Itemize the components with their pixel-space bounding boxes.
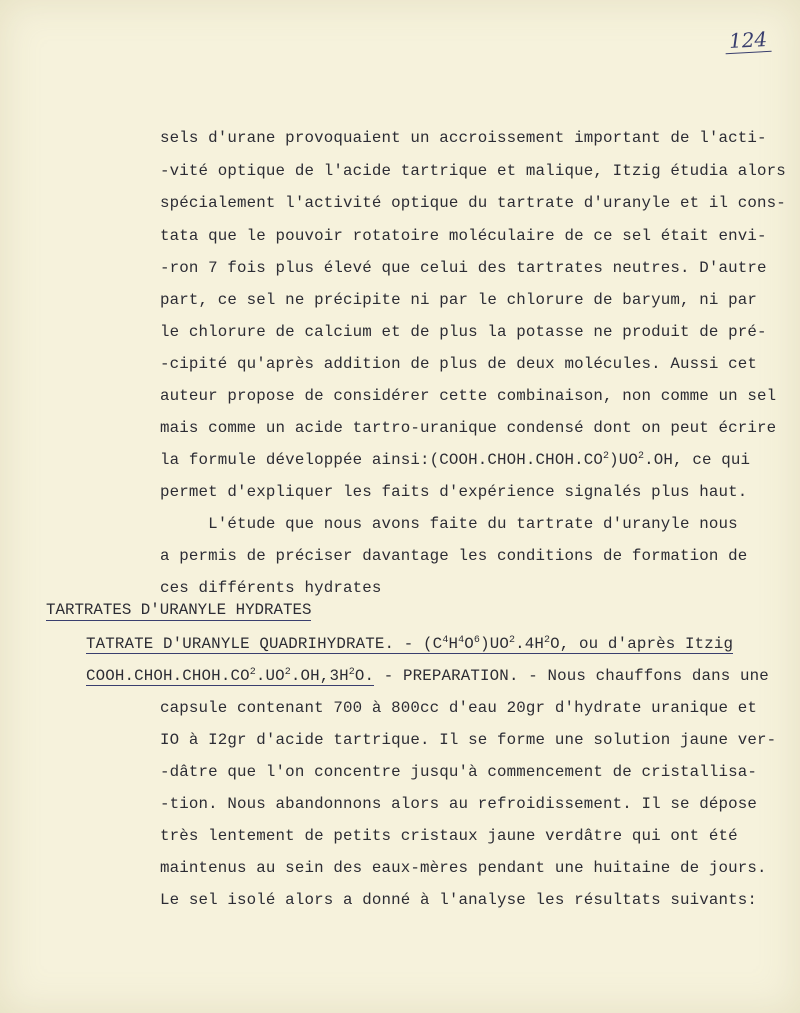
text-line: part, ce sel ne précipite ni par le chlorure de baryum, ni par [160, 291, 758, 309]
text-line: a permis de préciser davantage les conditions de formation de [160, 547, 748, 565]
subheading-quadrihydrate: TATRATE D'URANYLE QUADRIHYDRATE. - $(C^4H^4O^6)UO^2.4H^2O$, ou d'après Itzig [86, 635, 734, 653]
text-line: -dâtre que l'on concentre jusqu'à commencement de cristallisa- [160, 763, 758, 781]
text-line: permet d'expliquer les faits d'expérience signalés plus haut. [160, 483, 748, 501]
text-line: L'étude que nous avons faite du tartrate d'uranyle nous [160, 515, 738, 533]
text-line: capsule contenant 700 à 800cc d'eau 20gr d'hydrate uranique et [160, 699, 758, 717]
text-line: Le sel isolé alors a donné à l'analyse les résultats suivants: [160, 891, 758, 909]
text-line: -ron 7 fois plus élevé que celui des tartrates neutres. D'autre [160, 259, 767, 277]
text-line: auteur propose de considérer cette combinaison, non comme un sel [160, 387, 777, 405]
text-line: -cipité qu'après addition de plus de deux molécules. Aussi cet [160, 355, 758, 373]
text-line: très lentement de petits cristaux jaune verdâtre qui ont été [160, 827, 738, 845]
text-line: le chlorure de calcium et de plus la potasse ne produit de pré- [160, 323, 767, 341]
text-line: IO à I2gr d'acide tartrique. Il se forme une solution jaune ver- [160, 731, 777, 749]
page-number: 124 [724, 27, 771, 54]
text-line: sels d'urane provoquaient un accroissement important de l'acti- [160, 129, 767, 147]
text-line: mais comme un acide tartro-uranique condensé dont on peut écrire [160, 419, 777, 437]
text-line: maintenus au sein des eaux-mères pendant une huitaine de jours. [160, 859, 767, 877]
text-line: spécialement l'activité optique du tartrate d'uranyle et il cons- [160, 194, 786, 212]
section-heading: TARTRATES D'URANYLE HYDRATES [46, 601, 312, 619]
text-line: tata que le pouvoir rotatoire moléculaire de ce sel était envi- [160, 227, 767, 245]
text-line: -vité optique de l'acide tartrique et malique, Itzig étudia alors [160, 162, 786, 180]
text-line: ces différents hydrates [160, 579, 382, 597]
subheading-preparation: $COOH.CHOH.CHOH.CO^2.UO^2.OH,3H^2O$. - PREPARATION. - Nous chauffons dans une [86, 667, 769, 685]
formula-line: la formule développée $ainsi:(COOH.CHOH.CHOH.CO^2)UO^2.OH$, ce qui [160, 451, 751, 469]
text-line: -tion. Nous abandonnons alors au refroidissement. Il se dépose [160, 795, 758, 813]
